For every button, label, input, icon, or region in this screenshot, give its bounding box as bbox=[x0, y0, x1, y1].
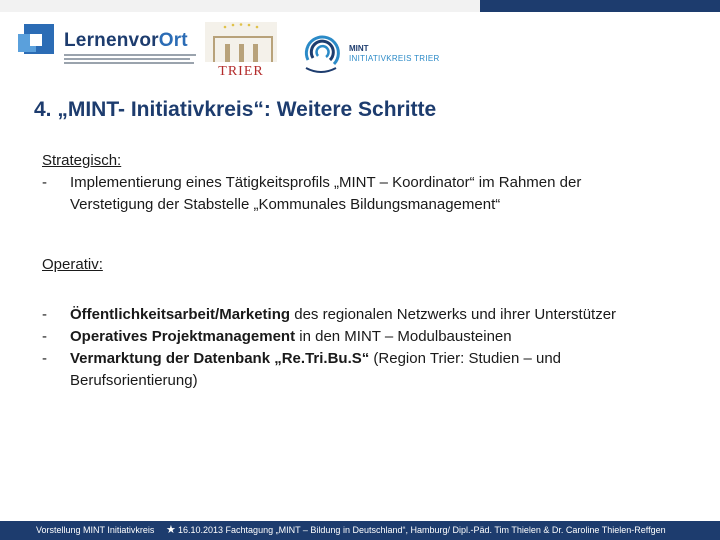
bullet-dash: - bbox=[42, 328, 47, 345]
lernenvorort-logo bbox=[18, 24, 198, 70]
lernenvorort-tagline-graphic bbox=[64, 54, 196, 68]
bullet-dash: - bbox=[42, 306, 47, 323]
operativ-bullet bbox=[42, 304, 702, 326]
operativ-bullet bbox=[42, 348, 702, 392]
mint-logo-line1: MINT bbox=[349, 44, 369, 53]
slide-body bbox=[42, 150, 702, 392]
strategisch-bullet bbox=[42, 172, 702, 216]
bullet-dash: - bbox=[42, 174, 47, 191]
slide-title: 4. „MINT- Initiativkreis“: Weitere Schritte bbox=[34, 98, 437, 121]
strategisch-bullet-line1: Implementierung eines Tätigkeitsprofils „MINT – Koordinator“ im Rahmen der bbox=[70, 174, 582, 191]
mint-swirl-icon bbox=[300, 30, 342, 76]
lernenvorort-mark-icon bbox=[18, 24, 58, 62]
operativ-bullet-bold: Operatives Projektmanagement bbox=[70, 328, 296, 345]
footer-presentation-label: Vorstellung MINT Initiativkreis bbox=[36, 525, 155, 535]
top-bar bbox=[0, 0, 720, 12]
operativ-bullet bbox=[42, 326, 702, 348]
operativ-heading: Operativ: bbox=[42, 256, 103, 273]
trier-emblem-icon bbox=[205, 22, 277, 62]
top-bar-light bbox=[0, 0, 480, 12]
top-bar-dark bbox=[480, 0, 720, 12]
strategisch-bullet-line2: Verstetigung der Stabstelle „Kommunales Bildungsmanagement“ bbox=[70, 196, 501, 213]
strategisch-heading: Strategisch: bbox=[42, 152, 122, 169]
operativ-bullet-text: des regionalen Netzwerks und ihrer Unterstützer bbox=[290, 306, 617, 323]
footer-bar bbox=[0, 521, 720, 540]
operativ-bullet-text: (Region Trier: Studien – und bbox=[369, 350, 562, 367]
operativ-bullet-line2: Berufsorientierung) bbox=[70, 372, 198, 389]
star-icon: ★ bbox=[166, 524, 176, 536]
trier-logo bbox=[205, 22, 277, 80]
operativ-bullet-bold: Vermarktung der Datenbank „Re.Tri.Bu.S“ bbox=[70, 350, 370, 367]
operativ-bullet-text: in den MINT – Modulbausteinen bbox=[295, 328, 512, 345]
lernenvorort-wordmark: LernenvorOrt bbox=[64, 30, 188, 51]
bullet-dash: - bbox=[42, 350, 47, 367]
footer-event-details: 16.10.2013 Fachtagung „MINT – Bildung in Deutschland“, Hamburg/ Dipl.-Päd. Tim Thielen & Dr. Caroline Thielen-Reffgen bbox=[178, 525, 666, 535]
trier-wordmark: TRIER bbox=[218, 64, 264, 79]
mint-logo-line2: INITIATIVKREIS TRIER bbox=[349, 54, 440, 63]
operativ-bullet-bold: Öffentlichkeitsarbeit/Marketing bbox=[70, 306, 291, 323]
mint-initiativkreis-logo bbox=[300, 30, 440, 78]
